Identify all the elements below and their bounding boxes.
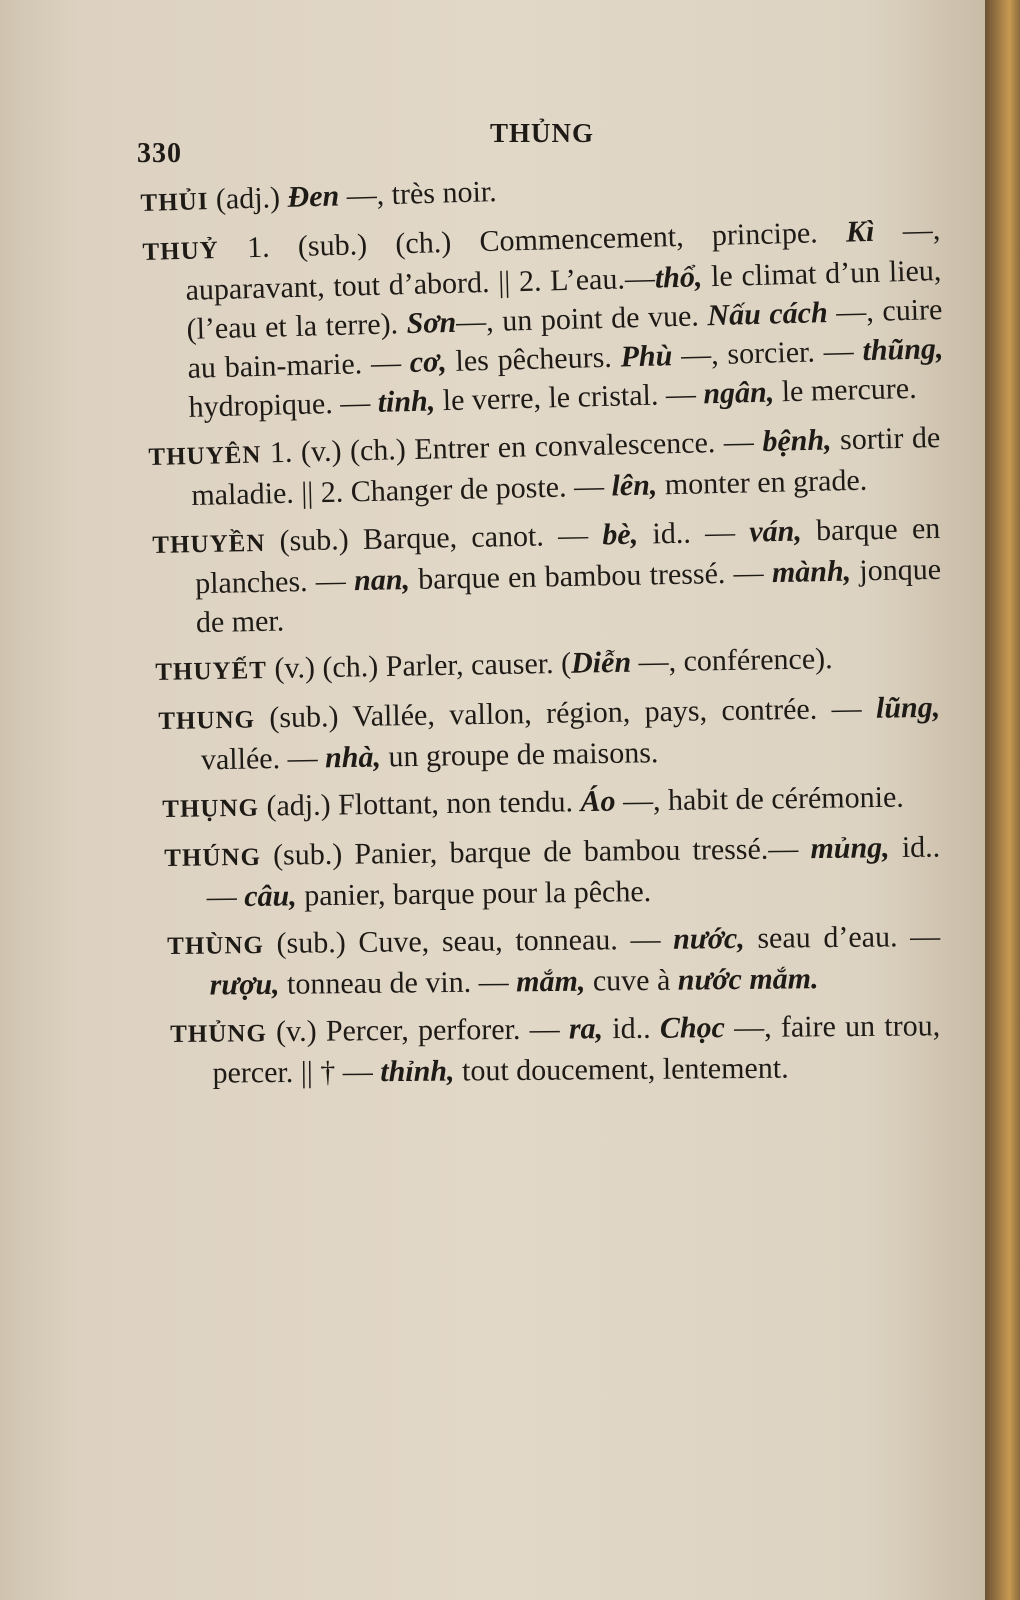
vietnamese-term: bè,	[602, 517, 639, 552]
vietnamese-term: tinh,	[377, 384, 436, 419]
definition-text: tonneau de vin. —	[279, 965, 517, 1001]
headword: THÚNG	[164, 843, 262, 872]
entry-thung-panier	[164, 828, 941, 917]
headword: THỦI	[140, 188, 209, 217]
definition-text: monter en grade.	[656, 463, 868, 502]
definition-text: le verre, le cristal. —	[434, 377, 704, 418]
entry-definition	[208, 175, 497, 216]
vietnamese-term: lên,	[611, 468, 658, 503]
definition-text: sortir de maladie. || 2. Changer de poste. —	[190, 421, 941, 513]
definition-text: jonque de mer.	[195, 552, 942, 640]
vietnamese-term: nước,	[672, 921, 745, 956]
definition-text: 1. (v.) (ch.) Entrer en convalescence. —	[261, 425, 763, 470]
vietnamese-term: Phù	[620, 339, 673, 374]
definition-text: vallée. —	[200, 741, 326, 777]
definition-text: —, habit de cérémonie.	[615, 780, 904, 818]
entry-thung-flottant	[162, 777, 940, 829]
entry-thuyet	[155, 637, 941, 692]
entry-thuyen-convalescence	[148, 418, 942, 516]
definition-text: le climat d’un lieu, (l’eau et la terre).	[186, 254, 942, 346]
vietnamese-term: Đen	[287, 179, 340, 214]
definition-text: barque en planches. —	[194, 511, 941, 601]
definition-text: id..	[602, 1011, 661, 1046]
vietnamese-term: Chọc	[659, 1011, 726, 1045]
vietnamese-term: Kì	[845, 214, 875, 249]
definition-text: id.. —	[637, 515, 750, 551]
vietnamese-term: mắm,	[516, 964, 586, 999]
definition-text: —, un point de vue.	[455, 299, 708, 339]
definition-text: (sub.) Barque, canot. —	[265, 518, 603, 558]
definition-text: id.. —	[206, 830, 941, 914]
vietnamese-term: Nấu cách	[706, 296, 829, 333]
vietnamese-term: nan,	[353, 563, 411, 598]
entry-thung-cuve	[167, 917, 941, 1005]
vietnamese-term: mủng,	[810, 831, 890, 866]
entry-thung-percer	[170, 1006, 941, 1093]
vietnamese-term: cơ,	[409, 345, 448, 380]
definition-text: —, faire un trou, percer. || † —	[212, 1009, 941, 1090]
vietnamese-term: mành,	[771, 554, 852, 590]
definition-text: le mercure.	[773, 371, 918, 409]
definition-text: (adj.)	[207, 180, 288, 217]
vietnamese-term: bệnh,	[762, 423, 832, 459]
vietnamese-term: nước mắm.	[677, 962, 819, 997]
definition-text: un groupe de maisons.	[380, 736, 659, 774]
definition-text: les pêcheurs.	[446, 340, 622, 379]
definition-text: (sub.) Vallée, vallon, région, pays, contrée. —	[254, 691, 877, 735]
definition-text: (sub.) Cuve, seau, tonneau. —	[263, 922, 674, 960]
entry-definition	[191, 421, 941, 512]
entry-definition	[207, 831, 941, 914]
vietnamese-term: ngân,	[702, 375, 775, 411]
entry-definition	[209, 920, 940, 1002]
dictionary-entries	[140, 175, 944, 1101]
headword: THUỶ	[142, 237, 220, 266]
vietnamese-term: Diễn	[570, 645, 632, 680]
definition-text: 1. (sub.) (ch.) Commencement, principe.	[218, 215, 847, 265]
definition-text: —, conférence).	[630, 642, 833, 679]
book-spine-edge	[985, 0, 1020, 1600]
definition-text: (v.) Percer, perforer. —	[266, 1012, 570, 1049]
definition-text: barque en bambou tressé. —	[409, 556, 773, 597]
definition-text: panier, barque pour la pêche.	[296, 875, 652, 913]
entry-thuy	[142, 210, 945, 428]
definition-text: hydropique. —	[188, 385, 379, 424]
vietnamese-term: ván,	[748, 514, 803, 549]
vietnamese-term: thổ,	[654, 260, 703, 295]
vietnamese-term: ra,	[568, 1012, 604, 1046]
vietnamese-term: lũng,	[875, 690, 941, 725]
entry-definition	[212, 1009, 940, 1089]
entry-definition	[267, 642, 833, 685]
entry-definition	[259, 781, 904, 823]
entry-thung-vallee	[158, 688, 941, 780]
headword: THÙNG	[167, 931, 265, 960]
vietnamese-term: câu,	[244, 879, 297, 914]
vietnamese-term: rượu,	[209, 967, 280, 1002]
definition-text: —, sorcier. —	[671, 334, 863, 373]
headword: THUYỀN	[152, 529, 266, 559]
definition-text: cuve à	[585, 963, 678, 998]
definition-text: tout doucement, lentement.	[454, 1051, 789, 1088]
headword: THUNG	[158, 706, 256, 735]
definition-text: —, très noir.	[338, 175, 498, 213]
headword: THUYÊN	[148, 441, 262, 471]
entry-definition	[185, 213, 944, 424]
definition-text: (sub.) Panier, barque de bambou tressé.—	[260, 832, 811, 872]
definition-text: —, auparavant, tout d’abord. || 2. L’eau.—	[185, 213, 941, 307]
headword: THỤNG	[162, 794, 260, 823]
definition-text: —, cuire au bain-marie. —	[187, 293, 943, 385]
definition-text: (adj.) Flottant, non tendu.	[258, 785, 581, 823]
definition-text: (v.) (ch.) Parler, causer. (	[266, 646, 572, 686]
entry-definition	[195, 512, 941, 639]
entry-definition	[201, 691, 941, 777]
vietnamese-term: thũng,	[862, 332, 944, 368]
running-head: THỦNG	[490, 118, 595, 148]
headword: THUYẾT	[155, 657, 268, 686]
entry-thuyen-barque	[152, 509, 942, 643]
vietnamese-term: nhà,	[324, 740, 382, 775]
vietnamese-term: Sơn	[406, 305, 457, 341]
vietnamese-term: thỉnh,	[380, 1054, 455, 1089]
page-number: 330	[137, 138, 182, 169]
definition-text: seau d’eau. —	[744, 919, 941, 955]
headword: THỦNG	[170, 1020, 267, 1048]
vietnamese-term: Áo	[580, 784, 616, 819]
